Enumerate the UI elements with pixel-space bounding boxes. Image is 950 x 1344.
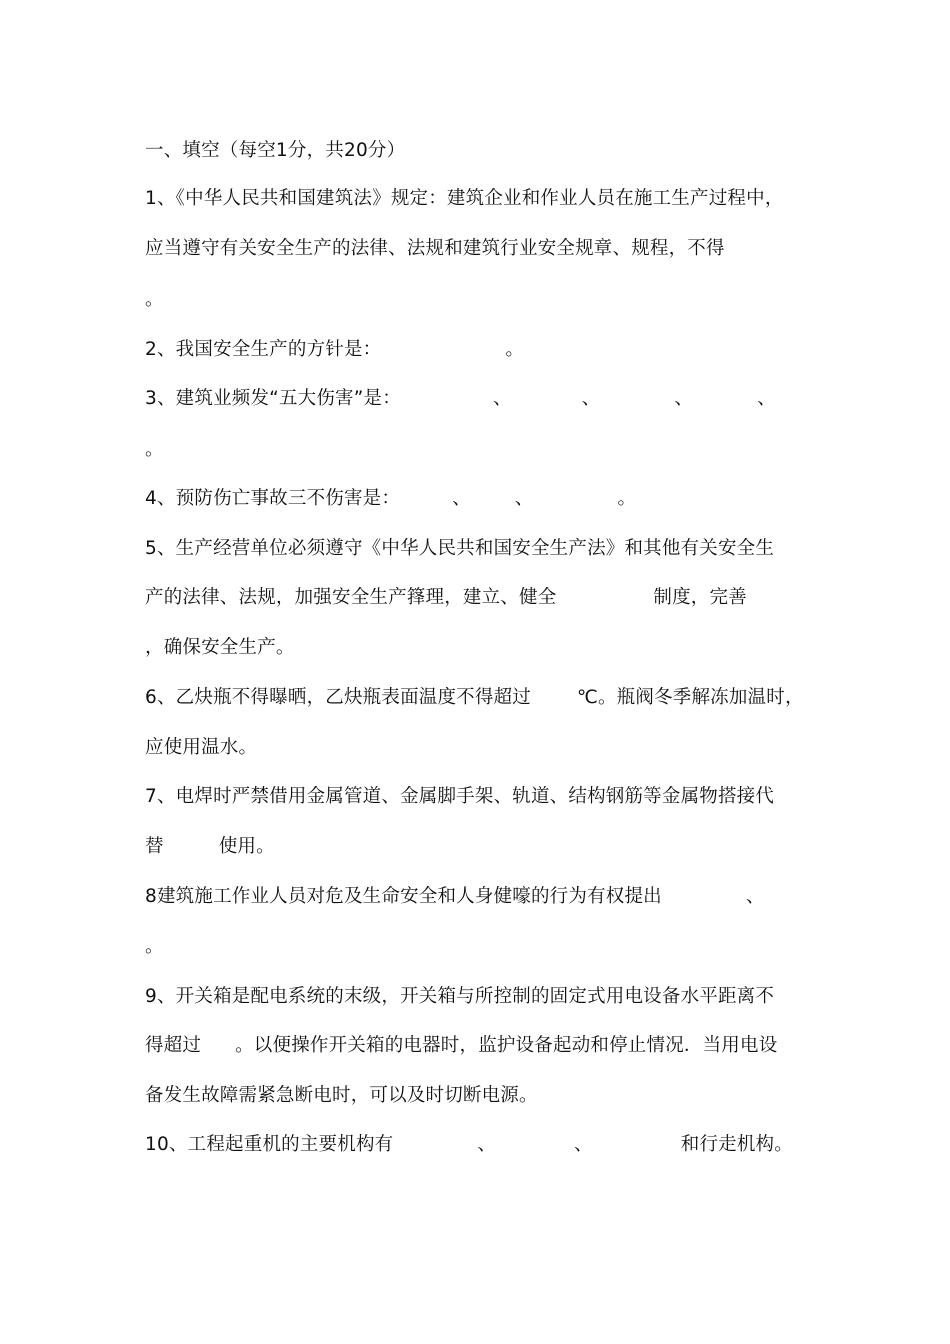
- question-6-text-2: ℃。瓶阀冬季解冻加温时，: [576, 687, 804, 708]
- question-9-line-3: 备发生故障需紧急断电时，可以及时切断电源。: [145, 1085, 538, 1106]
- question-6-line-2: 应使用温水。: [145, 737, 258, 758]
- question-9-line-1: 9、开关箱是配电系统的末级，开关箱与所控制的固定式用电设备水平距离不: [145, 986, 775, 1007]
- question-3-text: 3、建筑业频发“五大伤害”是：: [145, 388, 401, 409]
- question-3-sep-4: 、: [757, 388, 776, 409]
- question-2: [145, 338, 524, 362]
- question-5-line-1: 5、生产经营单位必须遵守《中华人民共和国安全生产法》和其他有关安全生: [145, 538, 775, 559]
- question-2-text: 2、我国安全生产的方针是：: [145, 339, 382, 360]
- question-3-sep-2: 、: [581, 388, 601, 409]
- question-10-text: 10、工程起重机的主要机构有: [145, 1134, 394, 1155]
- question-1-line-2: 应当遵守有关安全生产的法律、法规和建筑行业安全规章、规程，不得: [145, 238, 725, 259]
- question-4-sep-2: 、: [514, 488, 534, 509]
- section-title: 一、填空（每空1分，共20分）: [145, 140, 406, 161]
- question-10-sep-1: 、: [477, 1134, 497, 1155]
- question-3-sep-1: 、: [492, 388, 512, 409]
- question-7-line-2: [145, 835, 275, 859]
- question-10: [145, 1133, 793, 1157]
- question-3-cont: 。: [145, 439, 164, 460]
- question-7-text-2: 使用。: [218, 836, 275, 857]
- question-10-sep-2: 、: [574, 1134, 593, 1155]
- question-7-text: 替: [145, 836, 164, 857]
- question-3: [145, 387, 776, 411]
- question-7-line-1: 7、电焊时严禁借用金属管道、金属脚手架、轨道、结构钢筋等金属物搭接代: [145, 786, 775, 807]
- question-1-line-1: 1、《中华人民共和国建筑法》规定：建筑企业和作业人员在施工生产过程中，: [145, 188, 784, 209]
- question-4-text: 4、预防伤亡事故三不伤害是：: [145, 488, 401, 509]
- question-1-line-3: 。: [145, 289, 164, 310]
- question-8-cont: 。: [145, 936, 164, 957]
- question-8-text: 8建筑施工作业人员对危及生命安全和人身健嚎的行为有权提出: [145, 886, 662, 907]
- question-4-end: 。: [617, 488, 637, 509]
- question-4-sep-1: 、: [452, 488, 471, 509]
- question-5-text-2: 制度，完善: [653, 587, 747, 608]
- question-8: [145, 885, 765, 909]
- question-9-line-2: [145, 1034, 777, 1058]
- question-2-end: 。: [505, 339, 525, 360]
- question-6-line-1: [145, 686, 804, 710]
- question-5-line-2: [145, 586, 747, 610]
- question-10-end: 和行走机构。: [680, 1134, 793, 1155]
- question-5-line-3: ，确保安全生产。: [145, 637, 295, 658]
- question-6-text: 6、乙炔瓶不得曝晒，乙炔瓶表面温度不得超过: [145, 687, 531, 708]
- question-5-text: 产的法律、法规，加强安全生产箨理，建立、健全: [145, 587, 557, 608]
- question-9-text: 得超过: [145, 1035, 202, 1056]
- question-3-sep-3: 、: [674, 388, 694, 409]
- question-9-text-2: 。以便操作开关箱的电器时，监护设备起动和停止情况．当用电设: [235, 1035, 778, 1056]
- question-8-sep: 、: [745, 886, 765, 907]
- question-4: [145, 487, 636, 511]
